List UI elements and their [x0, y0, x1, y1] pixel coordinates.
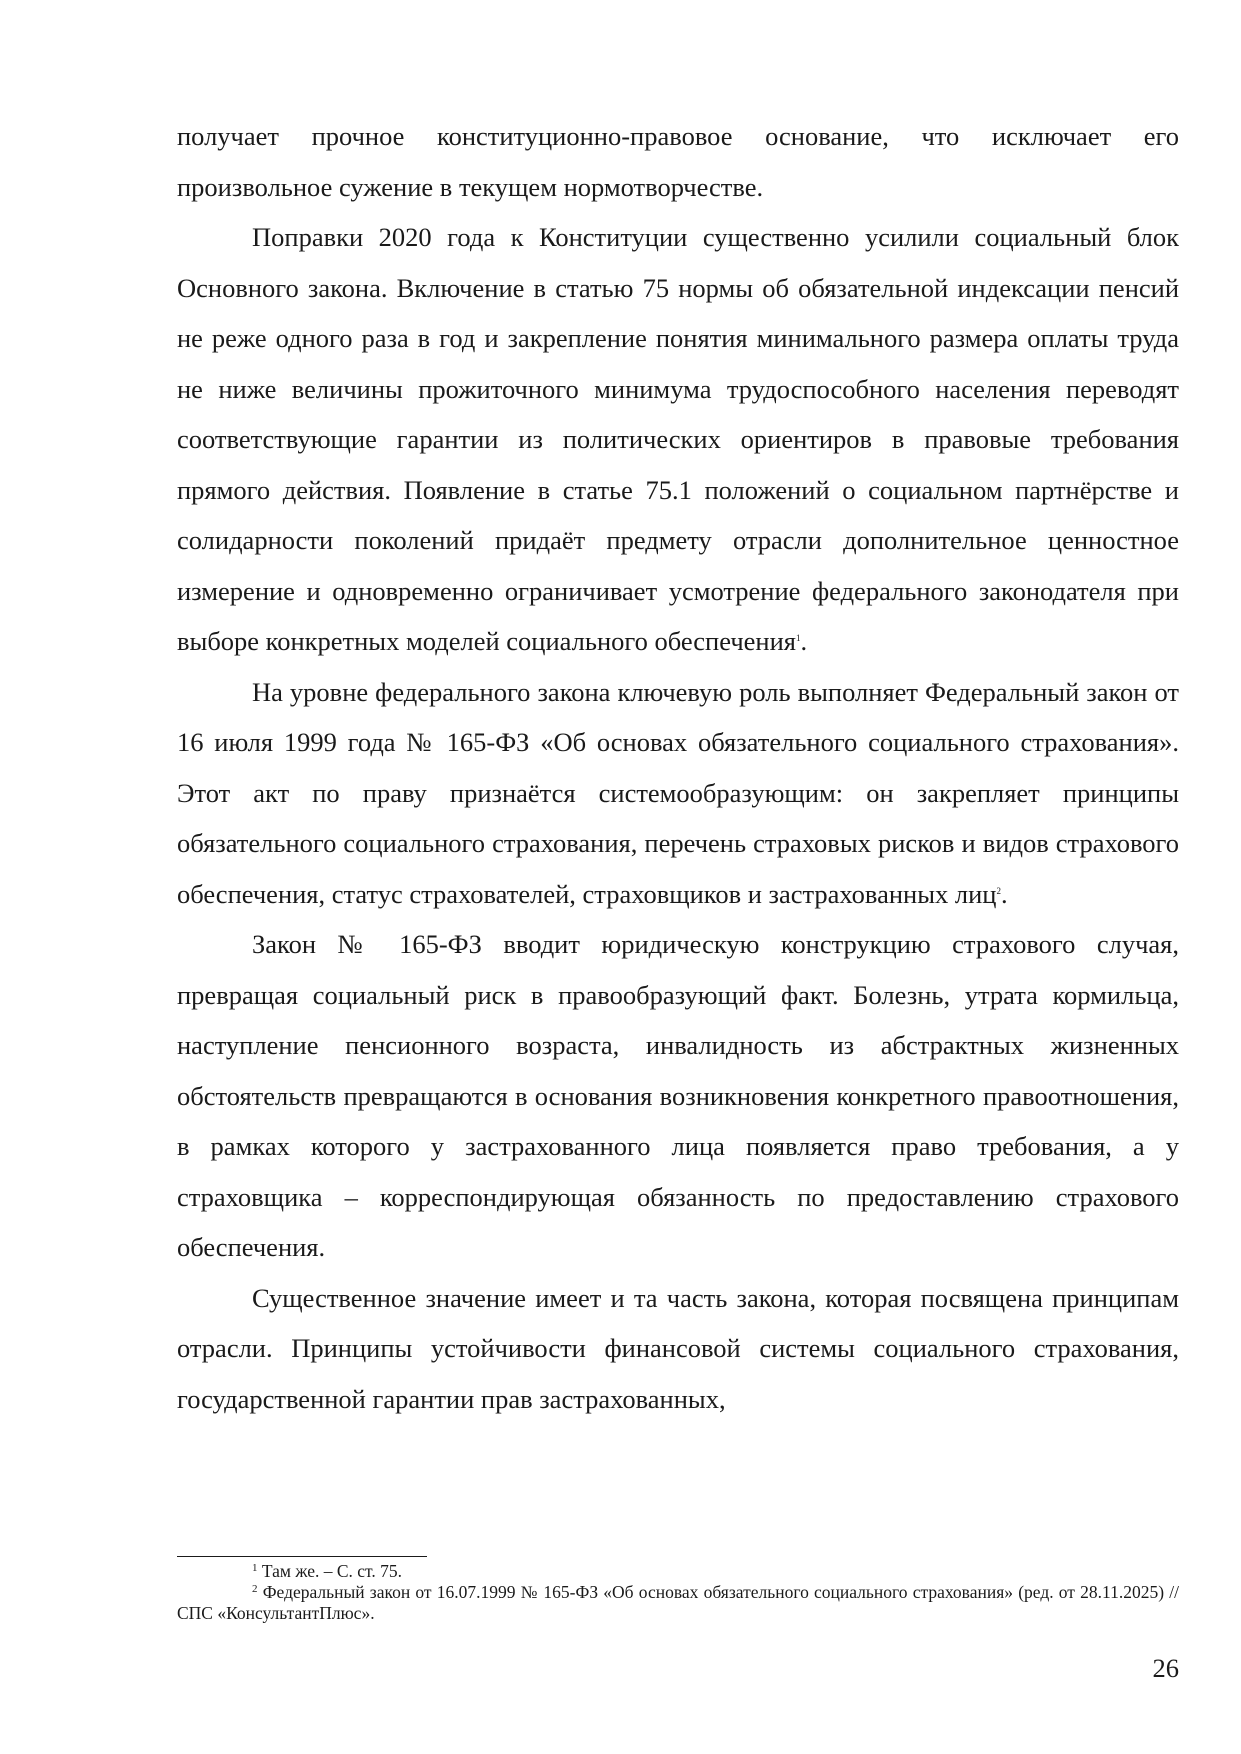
paragraph: [177, 212, 1179, 667]
paragraph: [177, 667, 1179, 920]
paragraph-tail: .: [1000, 878, 1008, 909]
paragraph-text: На уровне федерального закона ключевую роль выполняет Федеральный закон от 16 июля 1999 года № 165-ФЗ «Об основах обязательного социального страхования». Этот акт по праву признаётся системообразующим: он закрепляет принципы обязательного социального страхования, перечень страховых рисков и видов страхового обеспечения, статус страхователей, страховщиков и застрахованных лиц: [177, 676, 1179, 909]
footnote-number: 1: [252, 1562, 258, 1574]
paragraph: [177, 919, 1179, 1273]
footnotes: [177, 1561, 1179, 1624]
paragraph-text: Существенное значение имеет и та часть закона, которая посвящена принципам отрасли. Принципы устойчивости финансовой системы социального страхования, государственной гарантии прав застрахованных,: [177, 1282, 1179, 1414]
footnote-reference[interactable]: 2: [996, 885, 1001, 896]
body-text: [177, 111, 1179, 1424]
footnote-text: Федеральный закон от 16.07.1999 № 165-ФЗ «Об основах обязательного социального страхования» (ред. от 28.11.2025) // СПС «КонсультантПлюс».: [177, 1582, 1179, 1623]
footnote-separator: [177, 1556, 427, 1557]
footnote: [177, 1561, 1179, 1582]
paragraph-text: Поправки 2020 года к Конституции существенно усилили социальный блок Основного закона. Включение в статью 75 нормы об обязательной индексации пенсий не реже одного раза в год и закрепление понятия минимального размера оплаты труда не ниже величины прожиточного минимума трудоспособного населения переводят соответствующие гарантии из политических ориентиров в правовые требования прямого действия. Появление в статье 75.1 положений о социальном партнёрстве и солидарности поколений придаёт предмету отрасли дополнительное ценностное измерение и одновременно ограничивает усмотрение федерального законодателя при выборе конкретных моделей социального обеспечения: [177, 222, 1179, 656]
footnote-reference[interactable]: 1: [795, 633, 801, 643]
footnote-number: 2: [252, 1583, 258, 1595]
footnote-text: Там же. – С. ст. 75.: [261, 1561, 402, 1581]
paragraph: [177, 1273, 1179, 1425]
paragraph: [177, 111, 1179, 212]
paragraph-text: Закон № 165-ФЗ вводит юридическую конструкцию страхового случая, превращая социальный риск в правообразующий факт. Болезнь, утрата кормильца, наступление пенсионного возраста, инвалидность из абстрактных жизненных обстоятельств превращаются в основания возникновения конкретного правоотношения, в рамках которого у застрахованного лица появляется право требования, а у страховщика – корреспондирующая обязанность по предоставлению страхового обеспечения.: [177, 929, 1179, 1262]
paragraph-text: получает прочное конституционно-правовое основание, что исключает его произвольное сужение в текущем нормотворчестве.: [177, 121, 1179, 202]
paragraph-tail: .: [800, 626, 808, 656]
page-number: 26: [1152, 1653, 1179, 1683]
footnote: [177, 1582, 1179, 1624]
